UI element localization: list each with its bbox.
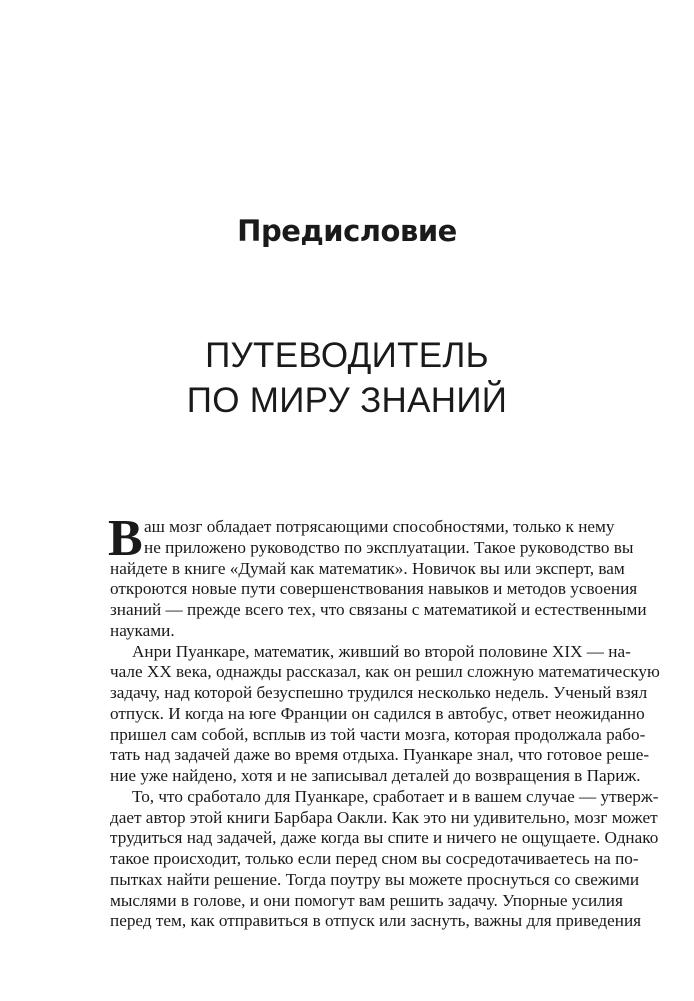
drop-cap: В: [108, 510, 143, 567]
text-line: задачу, над которой безуспешно трудился несколько недель. Ученый взял: [110, 683, 648, 702]
text-line: такое происходит, только если перед сном вы сосредотачиваетесь на по-: [110, 849, 639, 868]
text-line: тать над задачей даже во время отдыха. Пуанкаре знал, что готовое реше-: [110, 745, 650, 765]
text-line: знаний — прежде всего тех, что связаны с математикой и естественными: [110, 600, 647, 619]
text-line: пришел сам собой, всплыв из той части мозга, которая продолжала рабо-: [110, 724, 646, 744]
paragraph-3: [110, 786, 659, 932]
subtitle-line: ПО МИРУ ЗНАНИЙ: [186, 381, 508, 420]
body-text: [108, 510, 660, 932]
chapter-title: Предисловие: [237, 214, 457, 248]
text-line: науками.: [110, 620, 175, 640]
text-line: перед тем, как отправиться в отпуск или заснуть, важны для приведения: [110, 911, 642, 931]
text-line: Анри Пуанкаре, математик, живший во второй половине XIX — на-: [132, 641, 631, 661]
text-line: найдете в книге «Думай как математик». Новичок вы или эксперт, вам: [110, 558, 625, 578]
text-line: откроются новые пути совершенствования навыков и методов усвоения: [110, 579, 638, 599]
text-line: пытках найти решение. Тогда поутру вы можете проснуться со свежими: [110, 869, 640, 889]
text-line: не приложено руководство по эксплуатации. Такое руководство вы: [144, 537, 634, 557]
text-line: ние уже найдено, хотя и не записывал деталей до возвращения в Париж.: [110, 766, 641, 785]
text-line: чале XX века, однажды рассказал, как он решил сложную математическую: [110, 662, 660, 682]
text-line: мыслями в голове, и они помогут вам решить задачу. Упорные усилия: [110, 890, 623, 910]
text-line: отпуск. И когда на юге Франции он садился в автобус, ответ неожиданно: [110, 703, 645, 723]
paragraph-2: [110, 641, 660, 787]
chapter-subtitle: [0, 333, 694, 423]
text-line: дает автор этой книги Барбара Оакли. Как это ни удивительно, мозг может: [110, 807, 658, 827]
text-line: То, что сработало для Пуанкаре, сработает и в вашем случае — утверж-: [132, 786, 659, 806]
text-line: аш мозг обладает потрясающими способностями, только к нему: [144, 517, 615, 536]
paragraph-1: [108, 510, 647, 642]
subtitle-line: ПУТЕВОДИТЕЛЬ: [205, 336, 489, 375]
text-line: трудиться над задачей, даже когда вы спите и ничего не ощущаете. Однако: [110, 828, 659, 848]
